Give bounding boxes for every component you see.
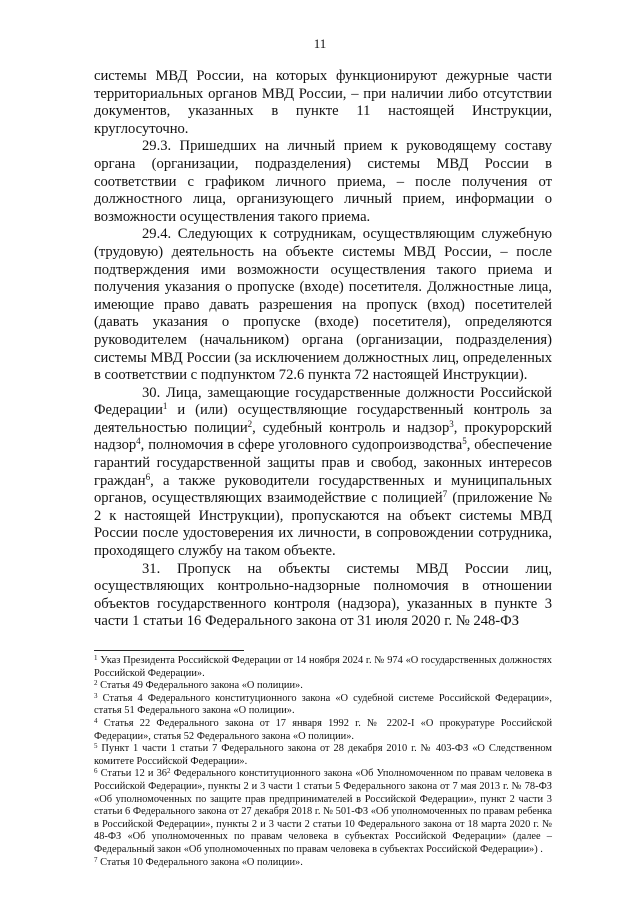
footnote-text: Статья 22 Федерального закона от 17 января 1992 г. № 2202-I «О прокуратуре Российской Федерации», статья 52 Федерального закона «О полиции». [94, 717, 552, 742]
footnote-divider [94, 650, 244, 651]
paragraph-text: 29.3. Пришедших на личный прием к руководящему составу органа (организации, подразделения) системы МВД России в соответствии с графиком личного приема, – после получения от должностного лица, организующего личный прием, информации о возможности осуществления такого приема. [94, 138, 552, 225]
footnote-number: 4 [94, 716, 98, 725]
footnote-ref-3: 3 [449, 418, 454, 429]
footnote-ref-5: 5 [462, 436, 467, 447]
paragraph-30 [94, 385, 552, 561]
paragraph-text: , судебный контроль и надзор [252, 419, 450, 436]
footnotes [94, 655, 552, 869]
footnote-number: 2 [94, 679, 98, 688]
footnote-5 [94, 743, 552, 768]
footnote-ref-4: 4 [136, 436, 141, 447]
footnote-6 [94, 768, 552, 856]
footnote-text: Пункт 1 части 1 статьи 7 Федерального закона от 28 декабря 2010 г. № 403-ФЗ «О Следственном комитете Российской Федерации». [94, 743, 552, 767]
footnote-2 [94, 680, 552, 693]
footnote-text: Статья 4 Федерального конституционного закона «О судебной системе Российской Федерации», статья 51 Федерального закона «О полиции». [94, 692, 552, 717]
paragraph-31 [94, 561, 552, 631]
paragraph-29-4 [94, 226, 552, 384]
paragraph-29-3 [94, 138, 552, 226]
main-text [94, 68, 552, 631]
footnote-number: 7 [94, 855, 98, 864]
page-number: 11 [313, 36, 327, 51]
paragraph-text: 30. Лица, замещающие государственные должности Российской Федерации [94, 384, 552, 419]
footnote-inner-sup: 2 [167, 767, 171, 776]
paragraph-text: , а также руководители государственных и муниципальных органов, осуществляющих взаимодействие с полицией [94, 472, 552, 507]
footnote-ref-7: 7 [442, 489, 448, 500]
paragraph-continuation [94, 68, 552, 138]
footnote-text: Федерального конституционного закона «Об Уполномоченном по правам человека в Российской Федерации», пункты 2 и 3 части 1 статьи 5 Федерального закона от 7 мая 2013 г. № 78-ФЗ «Об уполномоченных по защите прав предпринимателей в Российской Федерации», пункт 2 части 3 статьи 6 Федерального закона от 27 декабря 2018 г. № 501-ФЗ «Об уполномоченных по правам ребенка в Российской Федерации», пункты 2 и 3 части 2 статьи 10 Федерального закона от 18 марта 2020 г. № 48-ФЗ «Об уполномоченных по правам человека в субъектах Российской Федерации» (далее – Федеральный закон «Об уполномоченных по правам человека в субъектах Российской Федерации») . [94, 768, 552, 855]
paragraph-text: системы МВД России, на которых функционируют дежурные части территориальных органов МВД России, – при наличии либо отсутствии документов, указанных в пункте 11 настоящей Инструкции, круглосуточно. [94, 68, 552, 137]
footnote-text: Указ Президента Российской Федерации от 14 ноября 2024 г. № 974 «О государственных должностях Российской Федерации». [94, 655, 552, 679]
footnote-text: Статья 49 Федерального закона «О полиции». [97, 680, 303, 692]
footnote-ref-2: 2 [247, 418, 253, 429]
footnote-number: 3 [94, 691, 98, 700]
paragraph-text: , прокурорский надзор [94, 419, 552, 454]
footnote-number: 6 [94, 767, 98, 776]
paragraph-text: 29.4. Следующих к сотрудникам, осуществляющим служебную (трудовую) деятельность на объекте системы МВД России, – после подтверждения ими возможности осуществления такого приема и получения указания о пропуске (входе) посетителя. Должностные лица, имеющие право давать разрешения на пропуск (вход) посетителей (давать указания о пропуске (входе) посетителя), определяются руководителем (начальником) органа (организации, подразделения) системы МВД России (за исключением должностных лиц, определенных в соответствии с подпунктом 72.6 пункта 72 настоящей Инструкции). [94, 226, 552, 384]
footnote-ref-1: 1 [162, 401, 168, 412]
footnote-number: 5 [94, 742, 98, 751]
footnote-text: Статьи 12 и 36 [97, 768, 167, 780]
paragraph-text: , полномочия в сфере уголовного судопроизводства [140, 437, 463, 454]
footnote-3 [94, 693, 552, 718]
paragraph-text: (приложение № 2 к настоящей Инструкции), пропускаются на объект системы МВД России после удостоверения их личности, в сопровождении сотрудника, проходящего службу на таком объекте. [94, 490, 552, 560]
footnote-text: Статья 10 Федерального закона «О полиции». [97, 856, 303, 868]
paragraph-text: 31. Пропуск на объекты системы МВД России лиц, осуществляющих контрольно-надзорные полномочия в отношении объектов государственного контроля (надзора), указанных в пункте 3 части 1 статьи 16 Федерального закона от 31 июля 2020 г. № 248-ФЗ [94, 560, 552, 630]
paragraph-text: , обеспечение гарантий государственной защиты прав и свобод, законных интересов граждан [94, 437, 552, 489]
footnote-4 [94, 718, 552, 743]
footnote-ref-6: 6 [145, 471, 151, 482]
paragraph-text: и (или) осуществляющие государственный контроль за деятельностью полиции [94, 402, 552, 436]
footnote-number: 1 [94, 654, 98, 662]
footnote-7 [94, 857, 552, 870]
footnote-1 [94, 655, 552, 680]
